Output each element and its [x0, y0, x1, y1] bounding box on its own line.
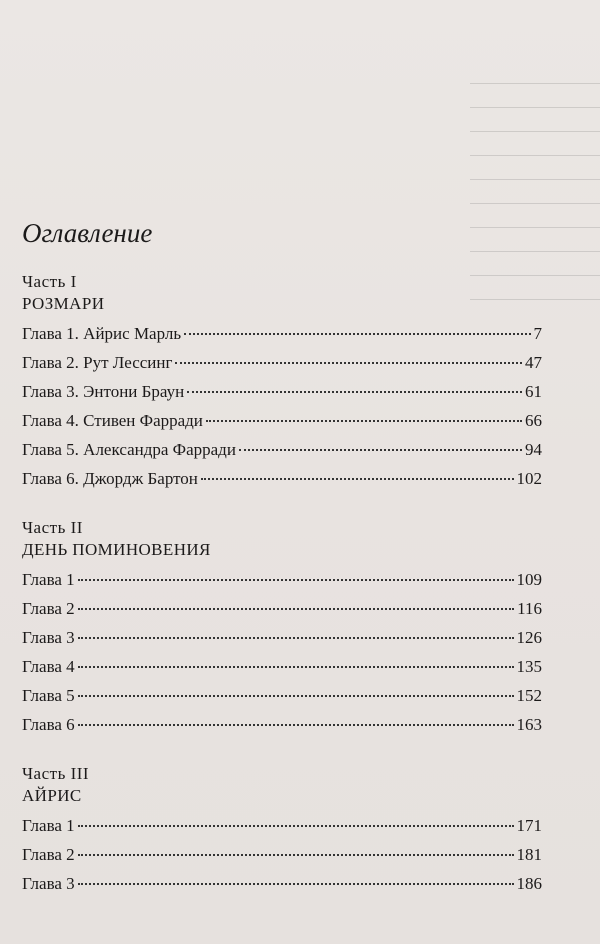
- chapter-title: Глава 5. Александра Фарради: [22, 440, 236, 459]
- part-name: ДЕНЬ ПОМИНОВЕНИЯ: [22, 540, 211, 559]
- dot-leader: [206, 420, 522, 422]
- dot-leader: [78, 579, 514, 581]
- toc-entry: [22, 435, 542, 464]
- part-name: РОЗМАРИ: [22, 294, 105, 313]
- chapter-title: Глава 1. Айрис Марль: [22, 324, 182, 343]
- toc-entry: [22, 464, 542, 493]
- chapter-title: Глава 2: [22, 599, 75, 618]
- page-number: 66: [525, 411, 542, 430]
- toc-entry: [22, 565, 542, 594]
- chapter-title: Глава 4. Стивен Фарради: [22, 411, 203, 430]
- toc-part-1: [22, 272, 542, 493]
- chapter-title: Глава 1: [22, 816, 75, 835]
- toc-entry: [22, 811, 542, 840]
- toc-entry: [22, 623, 542, 652]
- chapter-title: Глава 1: [22, 570, 75, 589]
- dot-leader: [78, 666, 514, 668]
- toc-entry: [22, 840, 542, 869]
- dot-leader: [78, 825, 514, 827]
- page-number: 7: [533, 324, 542, 343]
- page-number: 152: [516, 686, 542, 705]
- page-number: 135: [516, 657, 542, 676]
- chapter-title: Глава 5: [22, 686, 75, 705]
- toc-entry: [22, 406, 542, 435]
- chapter-title: Глава 2. Рут Лессинг: [22, 353, 173, 372]
- dot-leader: [78, 854, 514, 856]
- dot-leader: [78, 724, 514, 726]
- page-number: 171: [516, 816, 542, 835]
- page-number: 126: [516, 628, 542, 647]
- dot-leader: [78, 695, 514, 697]
- toc-entry: [22, 652, 542, 681]
- dot-leader: [78, 608, 514, 610]
- page-number: 181: [516, 845, 542, 864]
- toc-entry: [22, 594, 542, 623]
- part-label: Часть II: [22, 518, 83, 537]
- toc-entry: [22, 710, 542, 739]
- dot-leader: [184, 333, 530, 335]
- toc-entry: [22, 869, 542, 898]
- toc-entry: [22, 377, 542, 406]
- dot-leader: [78, 637, 514, 639]
- chapter-title: Глава 2: [22, 845, 75, 864]
- chapter-title: Глава 6. Джордж Бартон: [22, 469, 198, 488]
- page-title: Оглавление: [22, 218, 153, 248]
- table-of-contents: [22, 272, 542, 923]
- chapter-title: Глава 6: [22, 715, 75, 734]
- dot-leader: [78, 883, 514, 885]
- page-number: 186: [516, 874, 542, 893]
- dot-leader: [201, 478, 514, 480]
- page-number: 102: [516, 469, 542, 488]
- chapter-title: Глава 3: [22, 628, 75, 647]
- page-number: 94: [525, 440, 542, 459]
- toc-entry: [22, 348, 542, 377]
- page-number: 61: [525, 382, 542, 401]
- page-number: 163: [516, 715, 542, 734]
- dot-leader: [175, 362, 522, 364]
- toc-part-3: [22, 764, 542, 898]
- page-number: 47: [525, 353, 542, 372]
- chapter-title: Глава 3: [22, 874, 75, 893]
- toc-entry: [22, 681, 542, 710]
- page-number: 116: [517, 599, 542, 618]
- dot-leader: [187, 391, 522, 393]
- chapter-title: Глава 3. Энтони Браун: [22, 382, 185, 401]
- part-name: АЙРИС: [22, 786, 82, 805]
- toc-entry: [22, 319, 542, 348]
- page-number: 109: [516, 570, 542, 589]
- chapter-title: Глава 4: [22, 657, 75, 676]
- part-label: Часть III: [22, 764, 90, 783]
- part-label: Часть I: [22, 272, 77, 291]
- toc-part-2: [22, 518, 542, 739]
- dot-leader: [239, 449, 522, 451]
